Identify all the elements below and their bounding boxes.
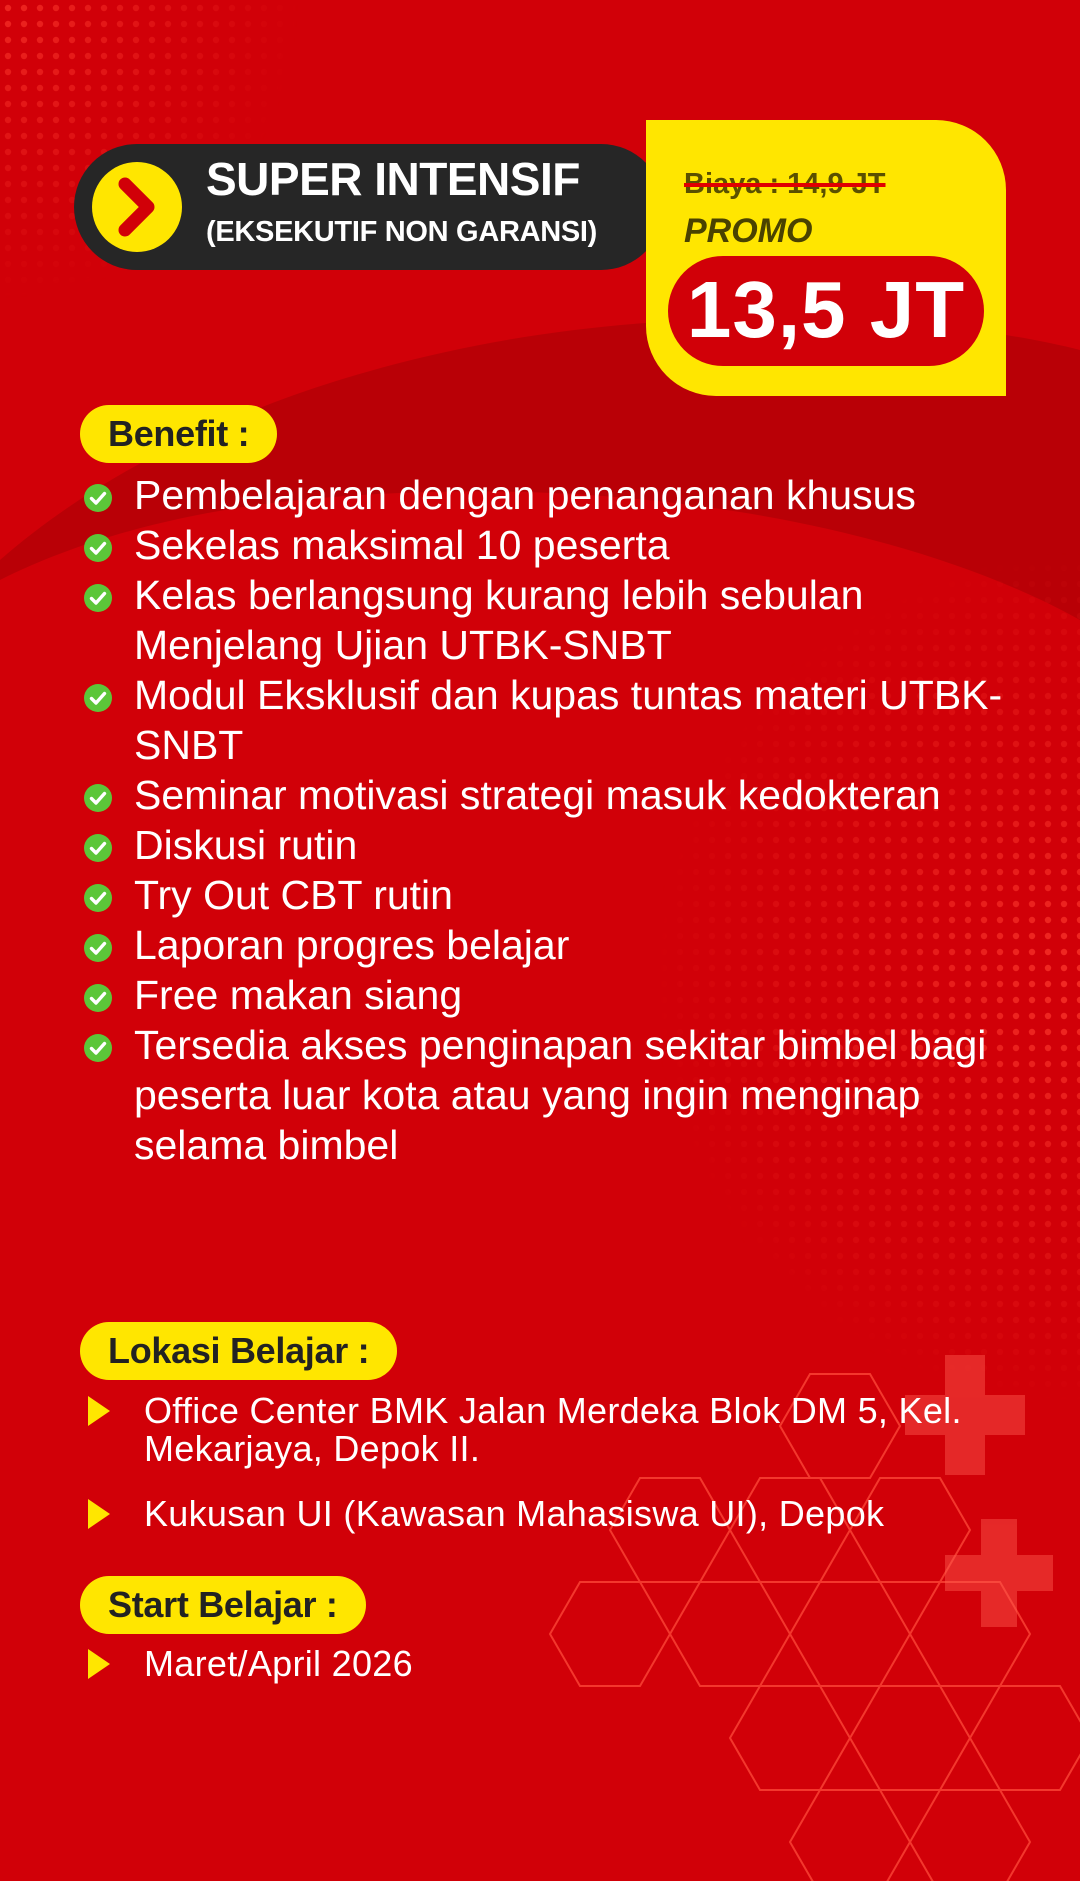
price-panel — [646, 120, 1006, 396]
list-item — [80, 470, 1040, 520]
check-icon — [84, 584, 112, 612]
check-icon — [84, 884, 112, 912]
list-item — [80, 820, 1040, 870]
benefit-text: Try Out CBT rutin — [134, 872, 453, 918]
package-subtitle: (EKSEKUTIF NON GARANSI) — [206, 216, 598, 248]
list-item — [88, 1645, 1018, 1683]
benefit-text: Pembelajaran dengan penanganan khusus — [134, 472, 916, 518]
check-icon — [84, 784, 112, 812]
promo-price-badge — [668, 256, 984, 366]
check-icon — [84, 834, 112, 862]
promo-price: 13,5 JT — [686, 265, 966, 354]
list-item — [80, 520, 1040, 570]
start-list — [88, 1645, 1018, 1683]
benefit-text: Seminar motivasi strategi masuk kedokteran — [134, 772, 941, 818]
check-icon — [84, 534, 112, 562]
location-text: Kukusan UI (Kawasan Mahasiswa UI), Depok — [144, 1493, 885, 1534]
play-triangle-icon — [88, 1396, 110, 1426]
start-label: Start Belajar : — [80, 1576, 366, 1634]
check-icon — [84, 1034, 112, 1062]
benefit-text: Free makan siang — [134, 972, 463, 1018]
benefit-text: Kelas berlangsung kurang lebih sebulan Menjelang Ujian UTBK-SNBT — [134, 572, 864, 668]
benefit-text: Sekelas maksimal 10 peserta — [134, 522, 670, 568]
check-icon — [84, 684, 112, 712]
list-item — [88, 1495, 1018, 1533]
benefit-list — [80, 470, 1040, 1170]
benefit-text: Tersedia akses penginapan sekitar bimbel bagi peserta luar kota atau yang ingin menginap selama bimbel — [134, 1022, 987, 1168]
package-title: SUPER INTENSIF — [206, 153, 580, 205]
check-icon — [84, 934, 112, 962]
play-triangle-icon — [88, 1649, 110, 1679]
list-item — [80, 570, 1040, 670]
benefit-text: Laporan progres belajar — [134, 922, 570, 968]
list-item — [80, 970, 1040, 1020]
chevron-right-icon — [92, 162, 182, 252]
location-label: Lokasi Belajar : — [80, 1322, 397, 1380]
play-triangle-icon — [88, 1499, 110, 1529]
list-item — [80, 870, 1040, 920]
list-item — [80, 770, 1040, 820]
list-item — [80, 670, 1040, 770]
location-list-second — [88, 1495, 1018, 1533]
package-title-banner — [74, 144, 664, 270]
benefit-label: Benefit : — [80, 405, 277, 463]
location-text: Office Center BMK Jalan Merdeka Blok DM 5, Kel. Mekarjaya, Depok II. — [144, 1390, 962, 1469]
check-icon — [84, 484, 112, 512]
original-price: Biaya : 14,9 JT — [684, 168, 886, 200]
promo-label: PROMO — [684, 212, 813, 250]
check-icon — [84, 984, 112, 1012]
list-item — [88, 1392, 1018, 1468]
list-item — [80, 1020, 1040, 1170]
location-list — [88, 1392, 1018, 1468]
benefit-text: Modul Eksklusif dan kupas tuntas materi UTBK-SNBT — [134, 672, 1003, 768]
start-text: Maret/April 2026 — [144, 1643, 413, 1684]
list-item — [80, 920, 1040, 970]
benefit-text: Diskusi rutin — [134, 822, 358, 868]
